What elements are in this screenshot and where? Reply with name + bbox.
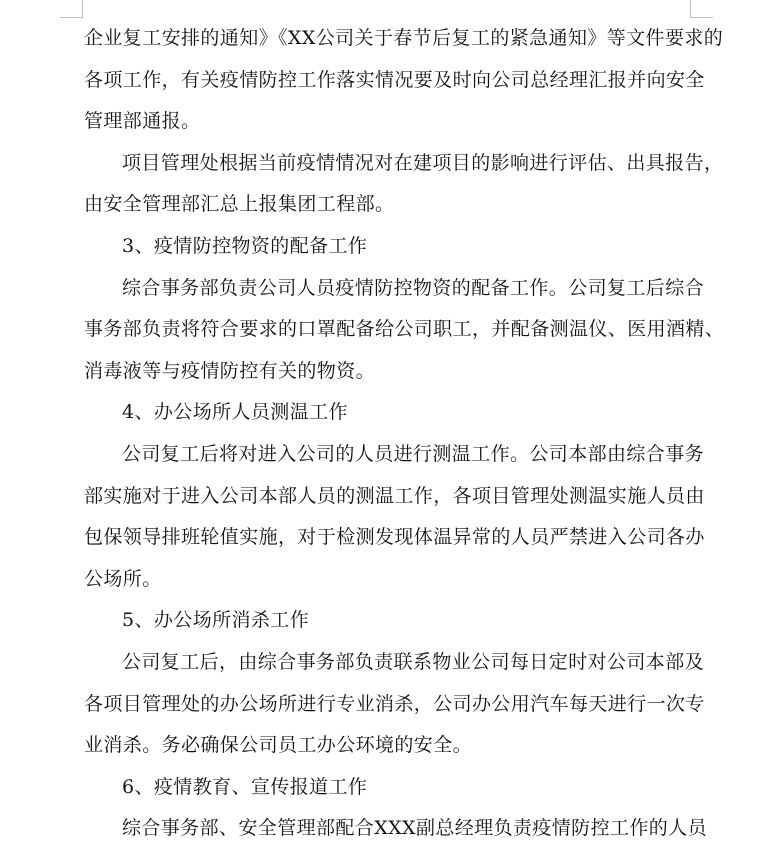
body-line: 各项目管理处的办公场所进行专业消杀，公司办公用汽车每天进行一次专 [84, 692, 705, 715]
paragraph-first-line: 综合事务部负责公司人员疫情防控物资的配备工作。公司复工后综合 [122, 276, 705, 299]
section-heading: 5、办公场所消杀工作 [122, 609, 310, 632]
paragraph-first-line: 公司复工后将对进入公司的人员进行测温工作。公司本部由综合事务 [122, 442, 705, 465]
section-heading: 4、办公场所人员测温工作 [122, 401, 348, 424]
body-line: 各项工作，有关疫情防控工作落实情况要及时向公司总经理汇报并向安全 [84, 68, 705, 91]
body-line: 包保领导排班轮值实施，对于检测发现体温异常的人员严禁进入公司各办 [84, 526, 705, 549]
body-line: 部实施对于进入公司本部人员的测温工作，各项目管理处测温实施人员由 [84, 484, 705, 507]
crop-mark-top-left [60, 0, 83, 18]
body-line: 企业复工安排的通知》《XX公司关于春节后复工的紧急通知》等文件要求的 [84, 27, 724, 49]
body-line: 消毒液等与疫情防控有关的物资。 [84, 359, 376, 382]
crop-mark-top-right [690, 0, 713, 18]
body-line: 管理部通报。 [84, 110, 201, 133]
paragraph-first-line: 项目管理处根据当前疫情情况对在建项目的影响进行评估、出具报告， [122, 151, 724, 174]
body-line: 事务部负责将符合要求的口罩配备给公司职工，并配备测温仪、医用酒精、 [84, 318, 725, 341]
body-line: 由安全管理部汇总上报集团工程部。 [84, 193, 395, 216]
body-line: 公场所。 [84, 567, 162, 590]
body-line: 业消杀。务必确保公司员工办公环境的安全。 [84, 734, 473, 757]
document-body [84, 18, 725, 850]
section-heading: 6、疫情教育、宣传报道工作 [122, 775, 368, 798]
paragraph-first-line: 公司复工后，由综合事务部负责联系物业公司每日定时对公司本部及 [122, 650, 705, 673]
paragraph-first-line: 综合事务部、安全管理部配合XXX副总经理负责疫情防控工作的人员 [122, 817, 707, 840]
section-heading: 3、疫情防控物资的配备工作 [122, 234, 368, 257]
